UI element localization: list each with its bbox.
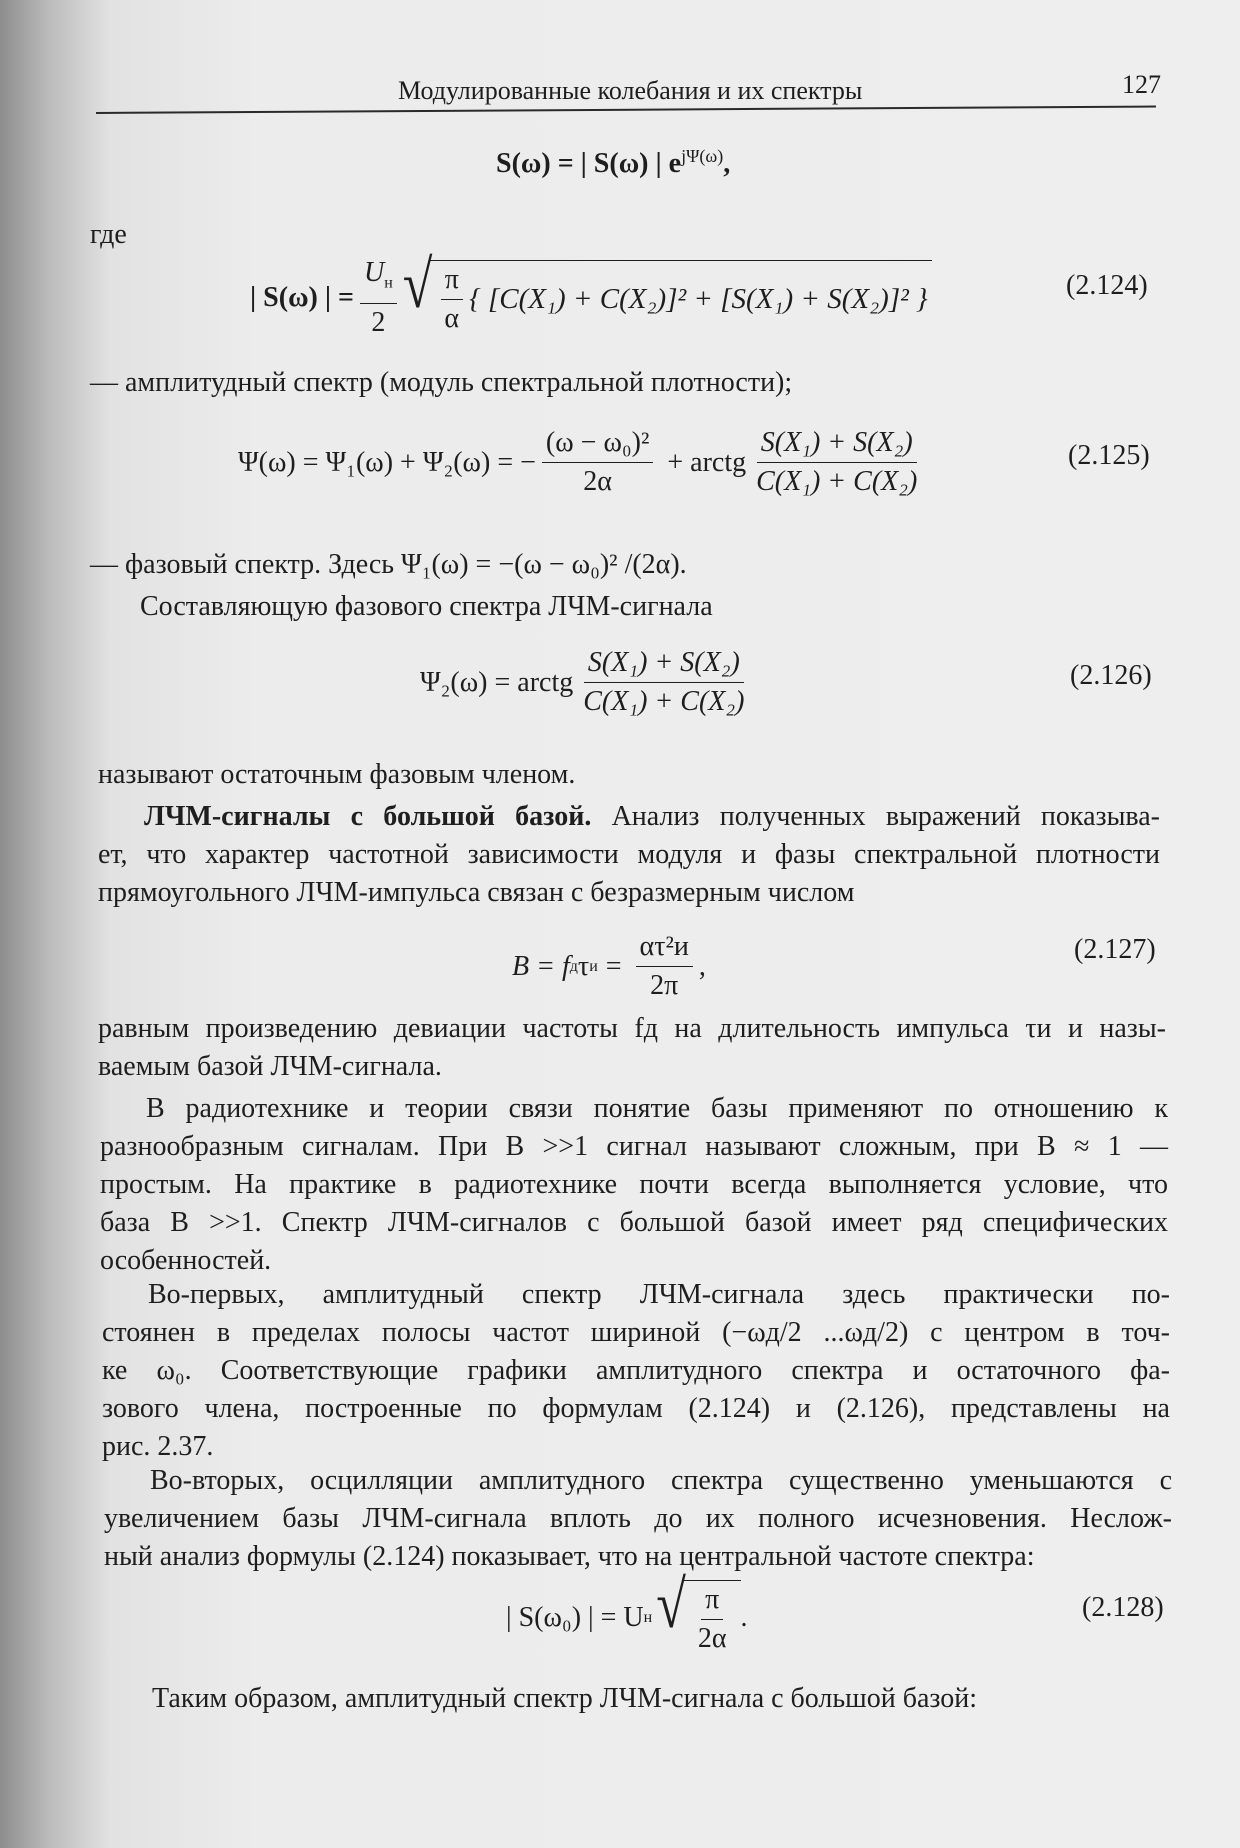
para5-line-1: увеличением базы ЛЧМ-сигнала вплоть до их полного исчезновения. Неслож- <box>104 1503 1172 1534</box>
para2-line-0: равным произведению девиации частоты fд на длительность импульса τи и назы- <box>98 1013 1166 1044</box>
eq125-fraction-1 <box>542 426 653 499</box>
para5-line-2: ный анализ формулы (2.124) показывает, что на центральной частоте спектра: <box>104 1541 1035 1572</box>
final-line: Таким образом, амплитудный спектр ЛЧМ-сигнала с большой базой: <box>152 1683 978 1714</box>
sqrt-sign: √ <box>402 246 433 322</box>
para1-line-2: прямоугольного ЛЧМ-импульса связан с безразмерным числом <box>98 877 855 908</box>
eq127-tau: τ <box>577 950 590 982</box>
paragraph-large-base <box>98 798 1160 912</box>
eq-s-text: S(ω) = | S(ω) | e <box>496 148 682 179</box>
eq128-lhs: | S(ω₀) | = U <box>506 1602 644 1633</box>
para4-line-1: стоянен в пределах полосы частот шириной (−ωд/2 ...ωд/2) с центром в точ- <box>102 1317 1170 1348</box>
eq125-fraction-2 <box>752 426 921 499</box>
equation-2-125 <box>238 426 927 499</box>
eq124-content: { [C(X₁) + C(X₂)]² + [S(X₁) + S(X₂)]² } <box>469 282 928 315</box>
eq125-frac2-den: C(X₁) + C(X₂) <box>756 466 918 497</box>
eq127-frac-den: 2π <box>650 970 679 1001</box>
para4-line-2: ке ω₀. Соответствующие графики амплитудного спектра и остаточного фа- <box>102 1355 1170 1386</box>
eq124-frac-num-sub: н <box>384 274 393 292</box>
eq127-equals: = <box>605 950 622 982</box>
paragraph-base-concept <box>100 1090 1168 1280</box>
eq128-sqrt <box>656 1566 740 1656</box>
eq125-frac1-den: 2α <box>583 466 612 497</box>
page-number: 127 <box>1122 70 1161 99</box>
para3-line-2: простым. На практике в радиотехнике почти всегда выполняется условие, что <box>100 1169 1168 1200</box>
paragraph-heading: ЛЧМ-сигналы с большой базой. <box>144 801 592 832</box>
eq127-frac-num: ατ²и <box>636 930 693 967</box>
eq127-number: (2.127) <box>1074 934 1156 965</box>
eq-s-tail: , <box>723 148 731 179</box>
eq125-lhs: Ψ(ω) = Ψ₁(ω) + Ψ₂(ω) = − <box>238 446 536 478</box>
equation-2-126 <box>420 646 754 719</box>
paragraph-base-definition <box>98 1010 1166 1086</box>
para4-line-3: зового члена, построенные по формулам (2.124) и (2.126), представлены на <box>102 1393 1170 1424</box>
eq125-frac1-num: (ω − ω₀)² <box>542 426 653 463</box>
eq124-frac-num: U <box>363 257 385 288</box>
equation-spectral-density <box>496 145 731 180</box>
paragraph-firstly <box>102 1276 1170 1466</box>
component-line: Составляющую фазового спектра ЛЧМ-сигнала <box>140 591 713 622</box>
eq124-root-den: α <box>444 302 460 334</box>
para3-line-4: особенностей. <box>100 1245 272 1276</box>
eq127-tail: , <box>698 950 706 982</box>
eq127-lhs: B = f <box>512 950 570 982</box>
eq126-fraction <box>579 646 748 719</box>
eq124-root-fraction <box>440 263 463 336</box>
eq128-root-fraction <box>694 1583 731 1656</box>
eq124-lhs: | S(ω) | = <box>250 281 354 313</box>
sqrt-sign: √ <box>656 1566 686 1642</box>
para3-line-1: разнообразным сигналам. При B >>1 сигнал называют сложным, при B ≈ 1 — <box>100 1131 1168 1162</box>
eq124-sqrt <box>402 246 932 336</box>
eq127-fraction <box>636 930 693 1003</box>
eq128-root-num: π <box>701 1583 723 1620</box>
equation-2-124 <box>250 246 932 340</box>
running-header: Модулированные колебания и их спектры <box>398 76 863 105</box>
para1-line-1: ет, что характер частотной зависимости модуля и фазы спектральной плотности <box>98 839 1160 870</box>
eq125-frac2-num: S(X₁) + S(X₂) <box>757 426 917 463</box>
header-rule <box>96 106 1156 114</box>
eq126-number: (2.126) <box>1070 660 1152 691</box>
equation-2-127 <box>512 930 706 1003</box>
eq125-number: (2.125) <box>1068 440 1150 471</box>
para5-line-0: Во-вторых, осцилляции амплитудного спектра существенно уменьшаются с <box>150 1465 1172 1496</box>
eq124-root-num: π <box>441 263 463 300</box>
amplitude-spectrum-line: — амплитудный спектр (модуль спектральной плотности); <box>90 367 793 398</box>
residual-line: называют остаточным фазовым членом. <box>98 759 576 790</box>
para4-line-4: рис. 2.37. <box>102 1431 214 1462</box>
where-word: где <box>90 219 127 250</box>
eq126-frac-den: C(X₁) + C(X₂) <box>583 686 745 717</box>
para3-line-3: база B >>1. Спектр ЛЧМ-сигналов с большой базой имеет ряд специфических <box>100 1207 1168 1238</box>
eq128-root-den: 2α <box>697 1623 727 1654</box>
eq127-sub2: и <box>589 957 598 975</box>
eq124-fraction <box>360 256 397 340</box>
eq-s-exponent: jΨ(ω) <box>681 145 724 166</box>
phase-spectrum-line: — фазовый спектр. Здесь Ψ₁(ω) = −(ω − ω₀)² /(2α). <box>90 549 687 580</box>
para4-line-0: Во-первых, амплитудный спектр ЛЧМ-сигнала здесь практически по- <box>148 1279 1170 1310</box>
eq127-sub1: д <box>569 957 578 975</box>
eq124-number: (2.124) <box>1066 270 1148 301</box>
eq125-mid: + arctg <box>667 446 747 478</box>
eq126-frac-num: S(X₁) + S(X₂) <box>584 646 744 683</box>
para3-line-0: В радиотехнике и теории связи понятие базы применяют по отношению к <box>146 1093 1168 1124</box>
paragraph-secondly <box>104 1462 1172 1576</box>
para1-line-0: Анализ полученных выражений показыва- <box>591 801 1160 832</box>
eq128-lhs-sub: н <box>643 1609 653 1626</box>
eq128-tail: . <box>740 1602 748 1633</box>
equation-2-128 <box>506 1566 748 1656</box>
eq124-frac-den: 2 <box>371 306 386 338</box>
eq126-lhs: Ψ₂(ω) = arctg <box>420 666 574 698</box>
para2-line-1: ваемым базой ЛЧМ-сигнала. <box>98 1051 442 1082</box>
eq128-number: (2.128) <box>1082 1592 1164 1623</box>
